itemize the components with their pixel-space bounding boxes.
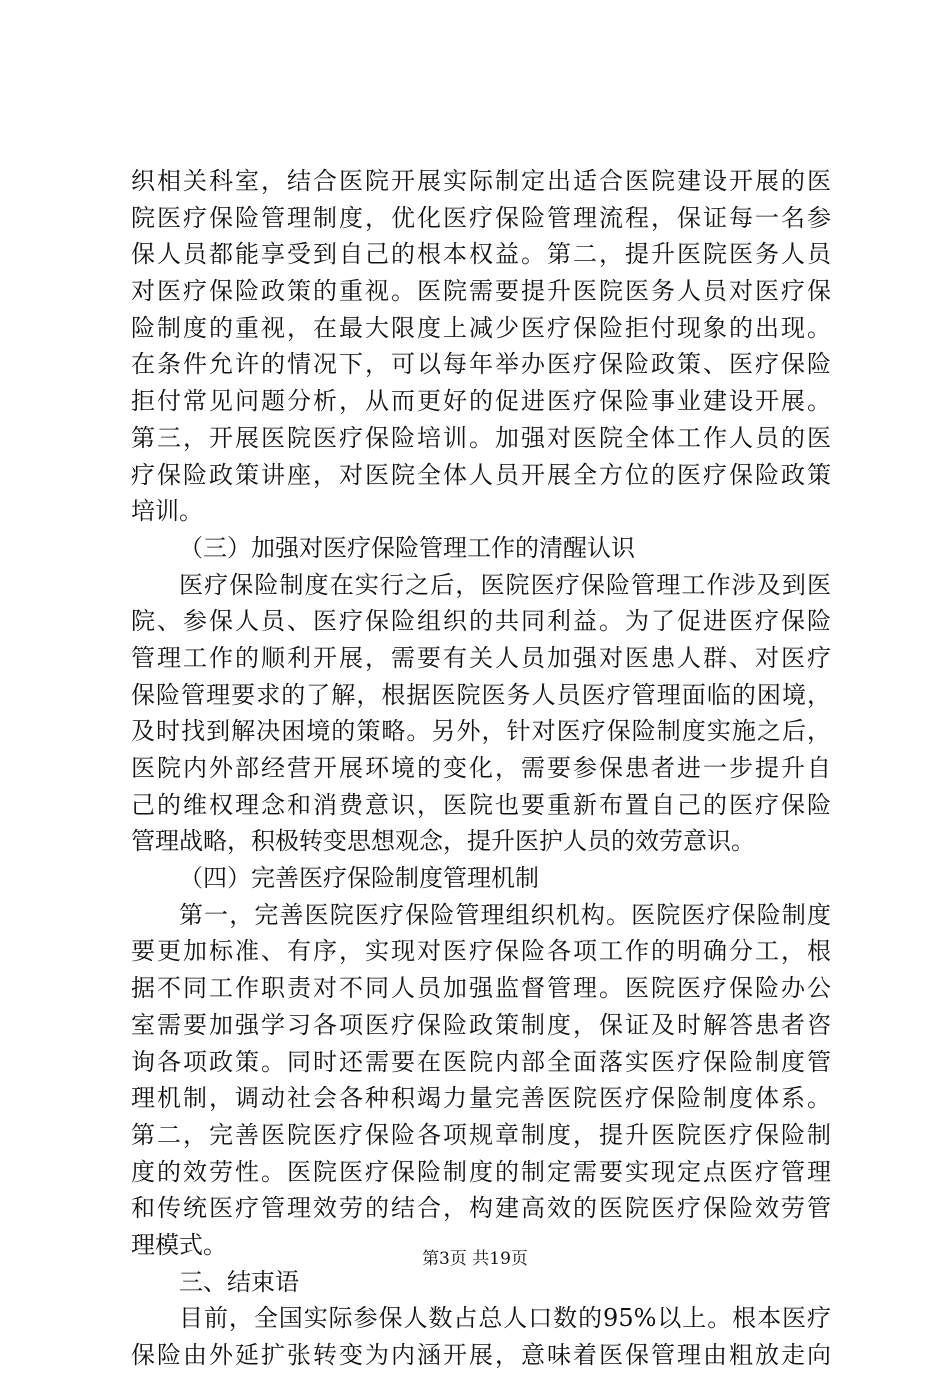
text-line: 第三，开展医院医疗保险培训。加强对医院全体工作人员的医 (131, 423, 831, 452)
text-line: 在条件允许的情况下，可以每年举办医疗保险政策、医疗保险 (131, 350, 831, 379)
text-line: 三、结束语 (179, 1267, 299, 1296)
text-line: 管理战略，积极转变思想观念，提升医护人员的效劳意识。 (131, 827, 755, 856)
text-line: 理模式。 (131, 1230, 227, 1259)
text-line: 第一，完善医院医疗保险管理组织机构。医院医疗保险制度 (179, 900, 831, 929)
text-line: 度的效劳性。医院医疗保险制度的制定需要实现定点医疗管理 (131, 1157, 831, 1186)
document-body (131, 163, 831, 1374)
text-line: 室需要加强学习各项医疗保险政策制度，保证及时解答患者咨 (131, 1010, 831, 1039)
text-line: 目前，全国实际参保人数占总人口数的95%以上。根本医疗 (179, 1304, 831, 1333)
text-line: 保人员都能享受到自己的根本权益。第二，提升医院医务人员 (131, 240, 831, 269)
text-line: 保险由外延扩张转变为内涵开展，意味着医保管理由粗放走向 (131, 1341, 831, 1369)
text-line: 医院内外部经营开展环境的变化，需要参保患者进一步提升自 (131, 754, 831, 782)
text-line: 医疗保险制度在实行之后，医院医疗保险管理工作涉及到医 (179, 570, 831, 599)
text-line: 第二，完善医院医疗保险各项规章制度，提升医院医疗保险制 (131, 1120, 831, 1149)
text-line: 院、参保人员、医疗保险组织的共同利益。为了促进医疗保险 (131, 607, 831, 636)
text-line: 培训。 (131, 497, 203, 526)
text-line: 疗保险政策讲座，对医院全体人员开展全方位的医疗保险政策 (131, 460, 831, 489)
text-line: 管理工作的顺利开展，需要有关人员加强对医患人群、对医疗 (131, 643, 831, 672)
text-line: 己的维权理念和消费意识，医院也要重新布置自己的医疗保险 (131, 790, 831, 819)
page-number-footer: 第3页 共19页 (422, 1249, 528, 1269)
text-line: 织相关科室，结合医院开展实际制定出适合医院建设开展的医 (131, 167, 831, 195)
text-line: 理机制，调动社会各种积竭力量完善医院医疗保险制度体系。 (131, 1084, 831, 1113)
text-line: （四）完善医疗保险制度管理机制 (179, 864, 539, 893)
text-line: 和传统医疗管理效劳的结合，构建高效的医院医疗保险效劳管 (131, 1194, 831, 1223)
text-line: 保险管理要求的了解，根据医院医务人员医疗管理面临的困境， (131, 680, 831, 709)
text-line: 对医疗保险政策的重视。医院需要提升医院医务人员对医疗保 (131, 277, 831, 306)
text-line: 询各项政策。同时还需要在医院内部全面落实医疗保险制度管 (131, 1047, 831, 1076)
text-line: 拒付常见问题分析，从而更好的促进医疗保险事业建设开展。 (131, 387, 831, 416)
text-line: 及时找到解决困境的策略。另外，针对医疗保险制度实施之后， (131, 717, 831, 746)
text-line: （三）加强对医疗保险管理工作的清醒认识 (179, 533, 635, 562)
text-line: 险制度的重视，在最大限度上减少医疗保险拒付现象的出现。 (131, 313, 831, 342)
text-line: 要更加标准、有序，实现对医疗保险各项工作的明确分工，根 (131, 937, 831, 966)
text-line: 院医疗保险管理制度，优化医疗保险管理流程，保证每一名参 (131, 203, 831, 232)
text-line: 据不同工作职责对不同人员加强监督管理。医院医疗保险办公 (131, 974, 831, 1003)
